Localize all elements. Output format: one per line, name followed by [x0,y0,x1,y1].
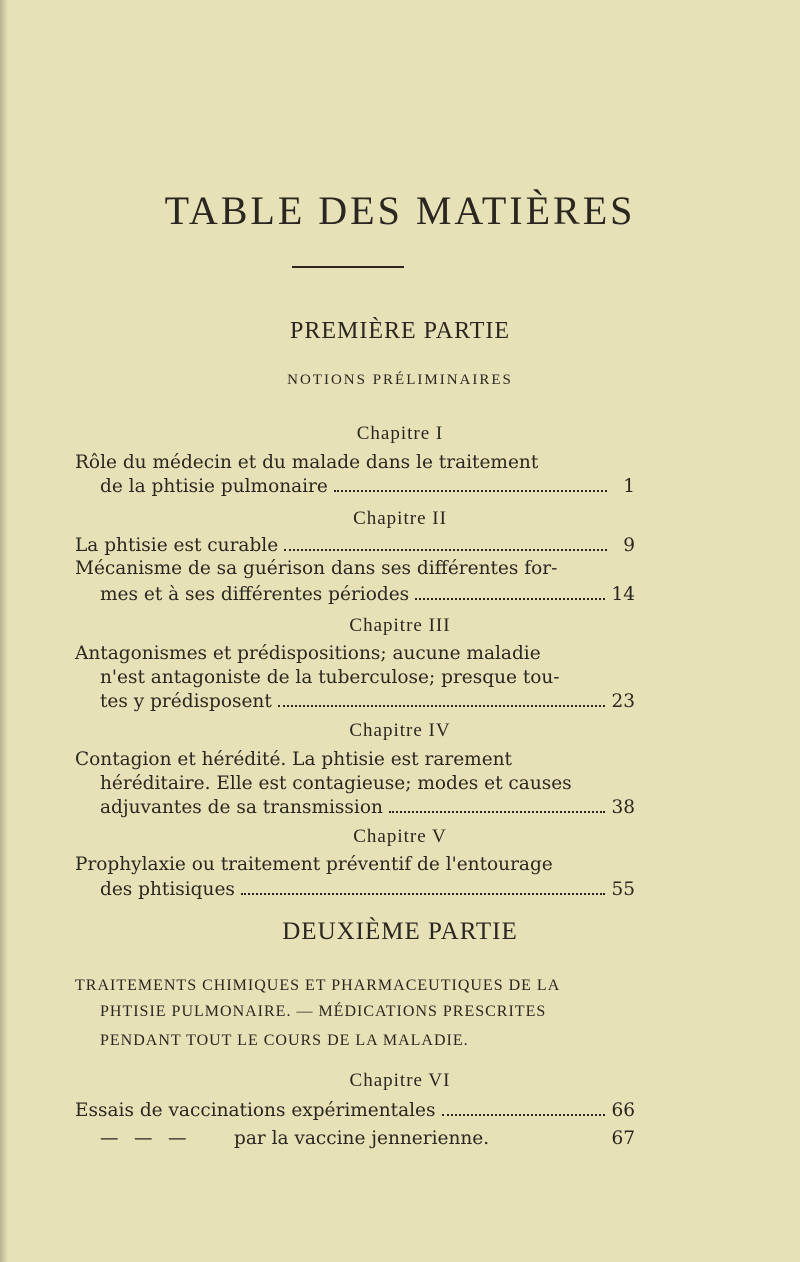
chapter-3-line-2: n'est antagoniste de la tuberculose; presque tou- [100,667,560,688]
page-number: 55 [611,879,635,900]
leader-dots [442,1114,606,1116]
chapter-3-line-1: Antagonismes et prédispositions; aucune maladie [75,643,541,664]
entry-text: adjuvantes de sa transmission [100,797,383,818]
toc-entry[interactable] [100,584,635,605]
leader-dots [334,490,607,492]
chapter-5-label: Chapitre V [353,826,447,847]
chapter-1-line-1: Rôle du médecin et du malade dans le traitement [75,452,539,473]
chapter-3-label: Chapitre III [349,615,451,636]
page-number: 38 [611,797,635,818]
ditto-dash: — [168,1128,187,1149]
toc-entry[interactable] [75,1100,635,1121]
toc-entry[interactable] [100,879,635,900]
part1-heading: PREMIÈRE PARTIE [289,318,511,344]
chapter-6-label: Chapitre VI [349,1070,451,1091]
toc-entry[interactable] [100,797,635,818]
chapter-2-line-2: Mécanisme de sa guérison dans ses différentes for- [75,558,558,579]
ditto-dash: — [134,1128,153,1149]
part2-subtitle-line-2: PHTISIE PULMONAIRE. — MÉDICATIONS PRESCRITES [100,1003,547,1020]
page-number: 66 [611,1100,635,1121]
part2-heading: DEUXIÈME PARTIE [282,918,518,945]
entry-text: mes et à ses différentes périodes [100,584,410,605]
leader-dots [415,598,605,600]
entry-text: tes y prédisposent [100,691,272,712]
part1-subtitle: NOTIONS PRÉLIMINAIRES [287,372,513,388]
chapter-4-label: Chapitre IV [349,720,451,741]
leader-dots [241,893,606,895]
entry-text: par la vaccine jennerienne. [234,1128,490,1149]
entry-text: de la phtisie pulmonaire [100,476,328,497]
leader-dots [389,811,606,813]
ditto-dash: — [100,1128,119,1149]
leader-dots [284,549,607,551]
page-title: TABLE DES MATIÈRES [164,188,636,233]
title-rule [292,266,404,268]
chapter-4-line-1: Contagion et hérédité. La phtisie est rarement [75,749,512,770]
page-number: 1 [623,476,635,497]
toc-entry[interactable] [100,691,635,712]
page-number: 14 [611,584,635,605]
part2-subtitle-line-1: TRAITEMENTS CHIMIQUES ET PHARMACEUTIQUES DE LA [75,977,561,994]
toc-entry-ditto[interactable] [100,1128,635,1149]
chapter-2-label: Chapitre II [353,508,447,529]
toc-entry[interactable] [100,476,635,497]
page-number: 23 [611,691,635,712]
entry-text: Essais de vaccinations expérimentales [75,1100,436,1121]
entry-text: des phtisiques [100,879,235,900]
chapter-4-line-2: héréditaire. Elle est contagieuse; modes et causes [100,773,572,794]
entry-text: La phtisie est curable [75,535,279,556]
chapter-1-label: Chapitre I [356,423,444,444]
leader-dots [278,705,606,707]
chapter-5-line-1: Prophylaxie ou traitement préventif de l'entourage [75,854,553,875]
page-number: 67 [611,1128,635,1149]
page-number: 9 [623,535,635,556]
toc-entry[interactable] [75,535,635,556]
part2-subtitle-line-3: PENDANT TOUT LE COURS DE LA MALADIE. [100,1032,469,1049]
